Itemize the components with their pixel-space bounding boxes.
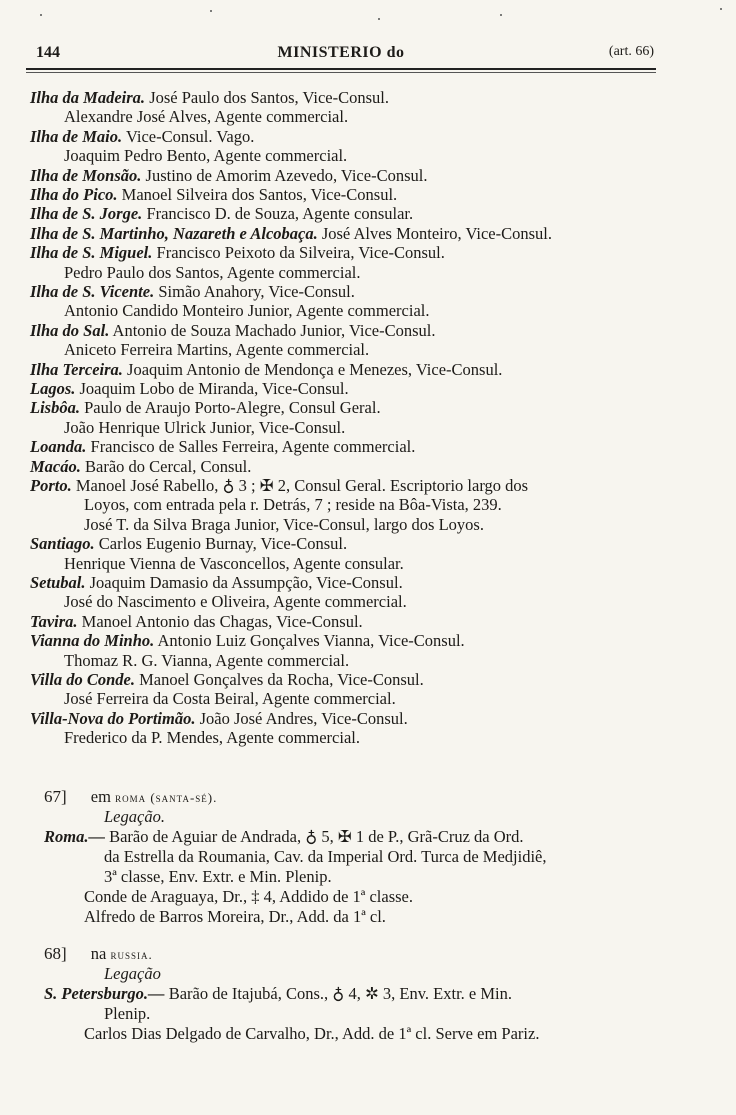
entry-line	[64, 107, 348, 127]
scan-speck	[720, 8, 722, 10]
entry-line: da Estrella da Roumania, Cav. da Imperial Ord. Turca de Medjidiê,	[104, 847, 547, 866]
entry-line	[30, 204, 413, 224]
scan-speck	[378, 18, 380, 20]
entry-text: Alexandre José Alves, Agente commercial.	[64, 107, 349, 127]
entry-line	[64, 728, 360, 748]
entry-line	[30, 457, 251, 477]
entry-place: S. Petersburgo.—	[44, 984, 165, 1003]
entry-text: José Paulo dos Santos, Vice-Consul.	[149, 88, 389, 107]
entry-text: Francisco D. de Souza, Agente consular.	[146, 204, 414, 224]
entry-line	[30, 185, 397, 205]
entry-text: Francisco de Salles Ferreira, Agente commercial.	[90, 437, 416, 457]
entry-line	[84, 515, 484, 535]
entry-place: Villa-Nova do Portimão.	[30, 708, 196, 728]
entry-place: Ilha da Madeira.	[30, 88, 146, 107]
entry-place: Roma.—	[44, 827, 105, 846]
entry-line	[64, 554, 404, 574]
entry-text: Manoel Antonio das Chagas, Vice-Consul.	[81, 611, 363, 631]
scan-speck	[40, 14, 42, 16]
entry-text: Manoel Silveira dos Santos, Vice-Consul.	[121, 185, 398, 204]
entry-text: Barão do Cercal, Consul.	[85, 456, 252, 476]
entry-text: Henrique Vienna de Vasconcellos, Agente consular.	[64, 553, 404, 573]
entry-line	[30, 360, 502, 380]
section-heading	[44, 787, 217, 808]
heading-prefix: em	[90, 787, 111, 806]
entry-text: Joaquim Damasio da Assumpção, Vice-Consul.	[89, 573, 403, 592]
entry-text: Joaquim Antonio de Mendonça e Menezes, Vice-Consul.	[127, 359, 503, 379]
header-rule-thin	[26, 72, 656, 73]
entry-text: José Alves Monteiro, Vice-Consul.	[321, 223, 552, 243]
heading-place: russia.	[110, 947, 153, 962]
entry-line	[30, 476, 528, 496]
entry-line: Conde de Araguaya, Dr., ‡ 4, Addido de 1ª classe.	[84, 887, 413, 906]
entry-line	[30, 534, 347, 554]
entry-line	[30, 166, 427, 186]
entry-text: Frederico da P. Mendes, Agente commercial.	[64, 728, 360, 748]
entry-line	[64, 651, 349, 671]
entry-text: Vice-Consul. Vago.	[125, 126, 255, 146]
section-heading	[44, 944, 153, 965]
entry-text: Thomaz R. G. Vianna, Agente commercial.	[64, 650, 350, 670]
entry-text: João Henrique Ulrick Junior, Vice-Consul.	[64, 417, 346, 437]
entry-line	[30, 398, 381, 418]
running-title: MINISTERIO do	[277, 44, 405, 61]
entry-line	[44, 827, 524, 847]
page-header	[28, 44, 654, 66]
entry-line	[30, 612, 363, 632]
entry-text: Manoel Gonçalves da Rocha, Vice-Consul.	[139, 670, 424, 689]
entry-line	[84, 495, 502, 515]
entry-text: José T. da Silva Braga Junior, Vice-Consul, largo dos Loyos.	[84, 514, 484, 534]
entry-text: Aniceto Ferreira Martins, Agente commercial.	[64, 340, 370, 360]
section-number: 68]	[44, 944, 67, 963]
entry-place: Ilha de Maio.	[30, 126, 123, 146]
section-number: 67]	[44, 787, 67, 806]
entry-line	[64, 301, 429, 321]
entry-line	[30, 282, 355, 302]
entry-line: Carlos Dias Delgado de Carvalho, Dr., Add. de 1ª cl. Serve em Pariz.	[84, 1024, 540, 1043]
entry-place: Lagos.	[30, 379, 76, 398]
entry-line	[30, 127, 254, 147]
entry-text: João José Andres, Vice-Consul.	[199, 708, 408, 728]
entry-line: 3ª classe, Env. Extr. e Min. Plenip.	[104, 867, 332, 886]
entry-line	[30, 224, 552, 244]
entry-text: Antonio Luiz Gonçalves Vianna, Vice-Consul.	[157, 631, 465, 651]
entry-place: Ilha Terceira.	[30, 359, 123, 379]
page-number: 144	[36, 44, 60, 61]
entry-text: Joaquim Pedro Bento, Agente commercial.	[64, 146, 348, 166]
entry-text: Antonio Candido Monteiro Junior, Agente commercial.	[64, 301, 430, 321]
section-subheading: Legação.	[104, 807, 165, 826]
entry-line	[64, 418, 345, 438]
entry-place: Ilha de S. Martinho, Nazareth e Alcobaça.	[30, 223, 318, 243]
entry-text: Manoel José Rabello, ♁ 3 ; ✠ 2, Consul Geral. Escriptorio largo dos	[75, 476, 529, 495]
entry-text: Paulo de Araujo Porto-Alegre, Consul Geral.	[84, 398, 381, 418]
header-rule	[26, 68, 656, 70]
entry-line	[64, 146, 347, 166]
entry-place: Lisbôa.	[30, 398, 80, 418]
entry-text: Carlos Eugenio Burnay, Vice-Consul.	[98, 534, 348, 554]
entry-place: Macáo.	[30, 456, 81, 476]
entry-text: Barão de Itajubá, Cons., ♁ 4, ✲ 3, Env. Extr. e Min.	[168, 984, 512, 1003]
entry-line: Alfredo de Barros Moreira, Dr., Add. da 1ª cl.	[84, 907, 386, 926]
entry-line	[64, 689, 396, 709]
entry-line	[64, 592, 407, 612]
entry-text: José do Nascimento e Oliveira, Agente commercial.	[64, 592, 407, 612]
entry-text: Barão de Aguiar de Andrada, ♁ 5, ✠ 1 de P., Grã-Cruz da Ord.	[109, 827, 524, 846]
entry-line: Plenip.	[104, 1004, 151, 1023]
entry-text: Francisco Peixoto da Silveira, Vice-Consul.	[156, 243, 445, 263]
entry-place: Porto.	[30, 476, 72, 495]
entry-line	[64, 263, 361, 283]
entry-line	[30, 243, 445, 263]
entry-place: Villa do Conde.	[30, 670, 135, 689]
entry-line	[30, 631, 465, 651]
entry-line	[30, 88, 389, 108]
entry-line	[30, 379, 349, 399]
entry-text: Antonio de Souza Machado Junior, Vice-Consul.	[112, 320, 436, 340]
entry-text: José Ferreira da Costa Beiral, Agente commercial.	[64, 689, 396, 709]
scan-speck	[500, 14, 502, 16]
entry-text: Joaquim Lobo de Miranda, Vice-Consul.	[79, 379, 349, 398]
entry-place: Tavira.	[30, 611, 78, 631]
entry-place: Setubal.	[30, 573, 86, 592]
entry-text: Justino de Amorim Azevedo, Vice-Consul.	[145, 165, 428, 185]
entry-place: Ilha de S. Jorge.	[30, 204, 143, 224]
entry-text: Pedro Paulo dos Santos, Agente commercial.	[64, 262, 361, 282]
heading-place: roma (santa-sé).	[115, 790, 218, 805]
article-reference: (art. 66)	[608, 44, 654, 59]
entry-line	[30, 321, 436, 341]
entry-place: Ilha de Monsão.	[30, 165, 142, 185]
scan-speck	[210, 10, 212, 12]
entry-place: Ilha do Pico.	[30, 185, 118, 204]
entry-text: Loyos, com entrada pela r. Detrás, 7 ; reside na Bôa-Vista, 239.	[84, 495, 502, 515]
entry-place: Vianna do Minho.	[30, 631, 155, 651]
entry-place: Loanda.	[30, 437, 87, 457]
entry-line	[30, 437, 415, 457]
entry-line	[30, 670, 424, 690]
entry-line	[44, 984, 512, 1004]
entry-place: Ilha de S. Vicente.	[30, 282, 155, 301]
entry-line	[64, 340, 369, 360]
entry-place: Ilha do Sal.	[30, 320, 110, 340]
heading-prefix: na	[90, 944, 107, 963]
section-subheading: Legação	[104, 964, 161, 983]
entry-line	[30, 709, 408, 729]
entry-place: Ilha de S. Miguel.	[30, 243, 153, 263]
entry-line	[30, 573, 403, 593]
entry-place: Santiago.	[30, 534, 95, 554]
entry-text: Simão Anahory, Vice-Consul.	[158, 282, 355, 301]
